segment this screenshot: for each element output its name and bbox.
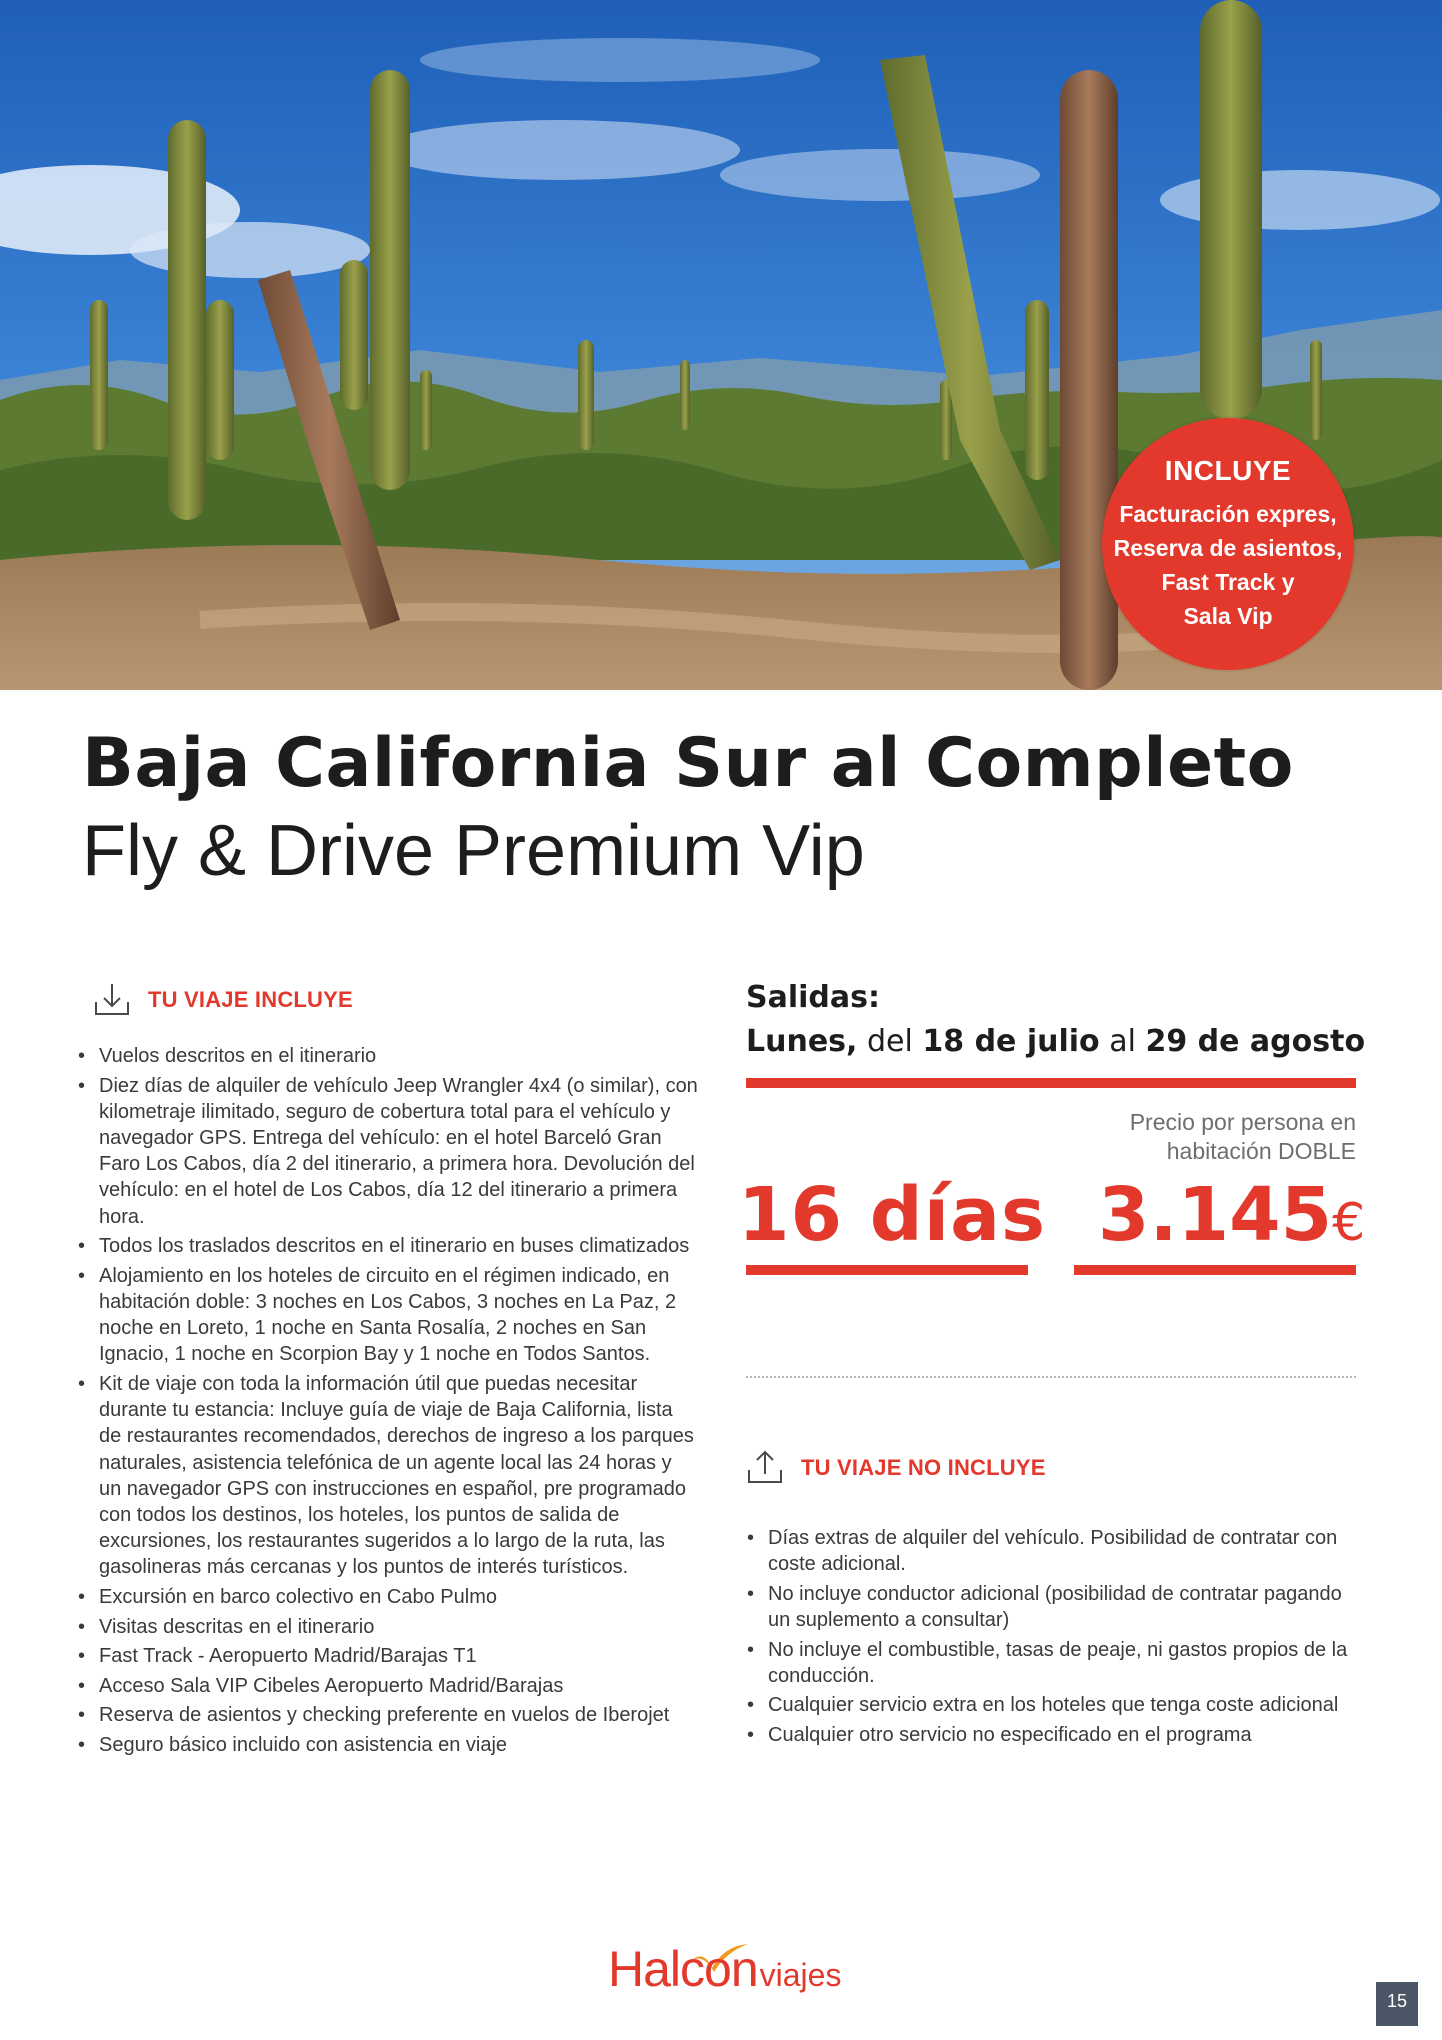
price-note-line: habitación DOBLE xyxy=(1166,1138,1356,1164)
list-item: • Excursión en barco colectivo en Cabo Pulmo xyxy=(78,1584,698,1610)
divider-bar xyxy=(746,1078,1356,1088)
badge-line: Reserva de asientos, xyxy=(1113,535,1343,561)
logo-main-text: Halcon xyxy=(608,1941,758,1997)
list-item: • Kit de viaje con toda la información útil que puedas necesitar durante tu estancia: Incluye guía de viaje de Baja California, lista de restaurantes recomendados, derechos de ingreso a los parques naturales, asistencia telefónica de un agente local las 24 horas y un navegador GPS con instrucciones en español, pre programado con todos los destinos, los hoteles, los puntos de salida de excursiones, los restaurantes sugeridos a lo largo de la ruta, las gasolineras más cercanas y los puntos de interés turísticos. xyxy=(78,1371,698,1581)
list-item: • Diez días de alquiler de vehículo Jeep Wrangler 4x4 (o similar), con kilometraje ilimitado, seguro de cobertura total para el vehículo y navegador GPS. Entrega del vehículo: en el hotel Barceló Gran Faro Los Cabos, día 2 del itinerario, a primera hora. Devolución del vehículo: en el hotel de Los Cabos, día 12 del itinerario a primera hora. xyxy=(78,1073,698,1230)
badge-line: Sala Vip xyxy=(1183,603,1273,629)
dotted-divider xyxy=(746,1376,1356,1378)
brand-logo xyxy=(608,1940,841,1998)
departure-day: Lunes, xyxy=(746,1024,858,1059)
list-item: • Cualquier otro servicio no especificado en el programa xyxy=(747,1722,1367,1748)
end-date: 29 de agosto xyxy=(1145,1024,1366,1059)
duration-underline xyxy=(746,1265,1028,1275)
list-item: • Días extras de alquiler del vehículo. Posibilidad de contratar con coste adicional. xyxy=(747,1525,1367,1577)
trip-duration: 16 días xyxy=(738,1172,1047,1258)
price-note-line: Precio por persona en xyxy=(1129,1109,1356,1135)
page-title: Baja California Sur al Completo xyxy=(82,724,1294,803)
price-amount: 3.145 xyxy=(1098,1172,1333,1258)
list-item: • Fast Track - Aeropuerto Madrid/Barajas T1 xyxy=(78,1643,698,1669)
badge-line: Fast Track y xyxy=(1161,569,1295,595)
to-word: al xyxy=(1109,1024,1136,1059)
upload-tray-icon xyxy=(745,1448,785,1488)
list-item: • Visitas descritas en el itinerario xyxy=(78,1614,698,1640)
list-item: • Reserva de asientos y checking preferente en vuelos de Iberojet xyxy=(78,1702,698,1728)
list-item: • Alojamiento en los hoteles de circuito en el régimen indicado, en habitación doble: 3 noches en Los Cabos, 3 noches en La Paz, 2 noche en Loreto, 1 noche en Santa Rosalía, 2 noches en San Ignacio, 1 noche en Scorpion Bay y 1 noche en Todos Santos. xyxy=(78,1263,698,1368)
includes-list xyxy=(78,1043,698,1762)
badge-title: INCLUYE xyxy=(1164,455,1292,486)
departures-dates xyxy=(746,1024,1365,1059)
list-item: • Seguro básico incluido con asistencia en viaje xyxy=(78,1732,698,1758)
page-number: 15 xyxy=(1376,1982,1418,2026)
list-item: • Acceso Sala VIP Cibeles Aeropuerto Madrid/Barajas xyxy=(78,1673,698,1699)
not-included-label: TU VIAJE NO INCLUYE xyxy=(801,1455,1046,1480)
trip-price xyxy=(1098,1172,1365,1258)
not-included-heading xyxy=(745,1448,1046,1488)
badge-line: Facturación expres, xyxy=(1119,501,1337,527)
from-word: del xyxy=(866,1024,913,1059)
includes-heading xyxy=(92,980,353,1020)
list-item: • Todos los traslados descritos en el itinerario en buses climatizados xyxy=(78,1233,698,1259)
list-item: • No incluye conductor adicional (posibilidad de contratar pagando un suplemento a consultar) xyxy=(747,1581,1367,1633)
currency-symbol: € xyxy=(1332,1193,1366,1253)
includes-label: TU VIAJE INCLUYE xyxy=(148,987,353,1012)
start-date: 18 de julio xyxy=(922,1024,1100,1059)
price-underline xyxy=(1074,1265,1356,1275)
includes-badge xyxy=(1102,418,1354,670)
departures-label: Salidas: xyxy=(746,980,880,1015)
list-item: • No incluye el combustible, tasas de peaje, ni gastos propios de la conducción. xyxy=(747,1637,1367,1689)
page-subtitle: Fly & Drive Premium Vip xyxy=(82,811,865,891)
list-item: • Cualquier servicio extra en los hoteles que tenga coste adicional xyxy=(747,1692,1367,1718)
price-note xyxy=(1040,1108,1356,1166)
logo-sub-text: viajes xyxy=(759,1957,842,1993)
list-item: • Vuelos descritos en el itinerario xyxy=(78,1043,698,1069)
download-tray-icon xyxy=(92,980,132,1020)
not-included-list xyxy=(747,1525,1367,1752)
